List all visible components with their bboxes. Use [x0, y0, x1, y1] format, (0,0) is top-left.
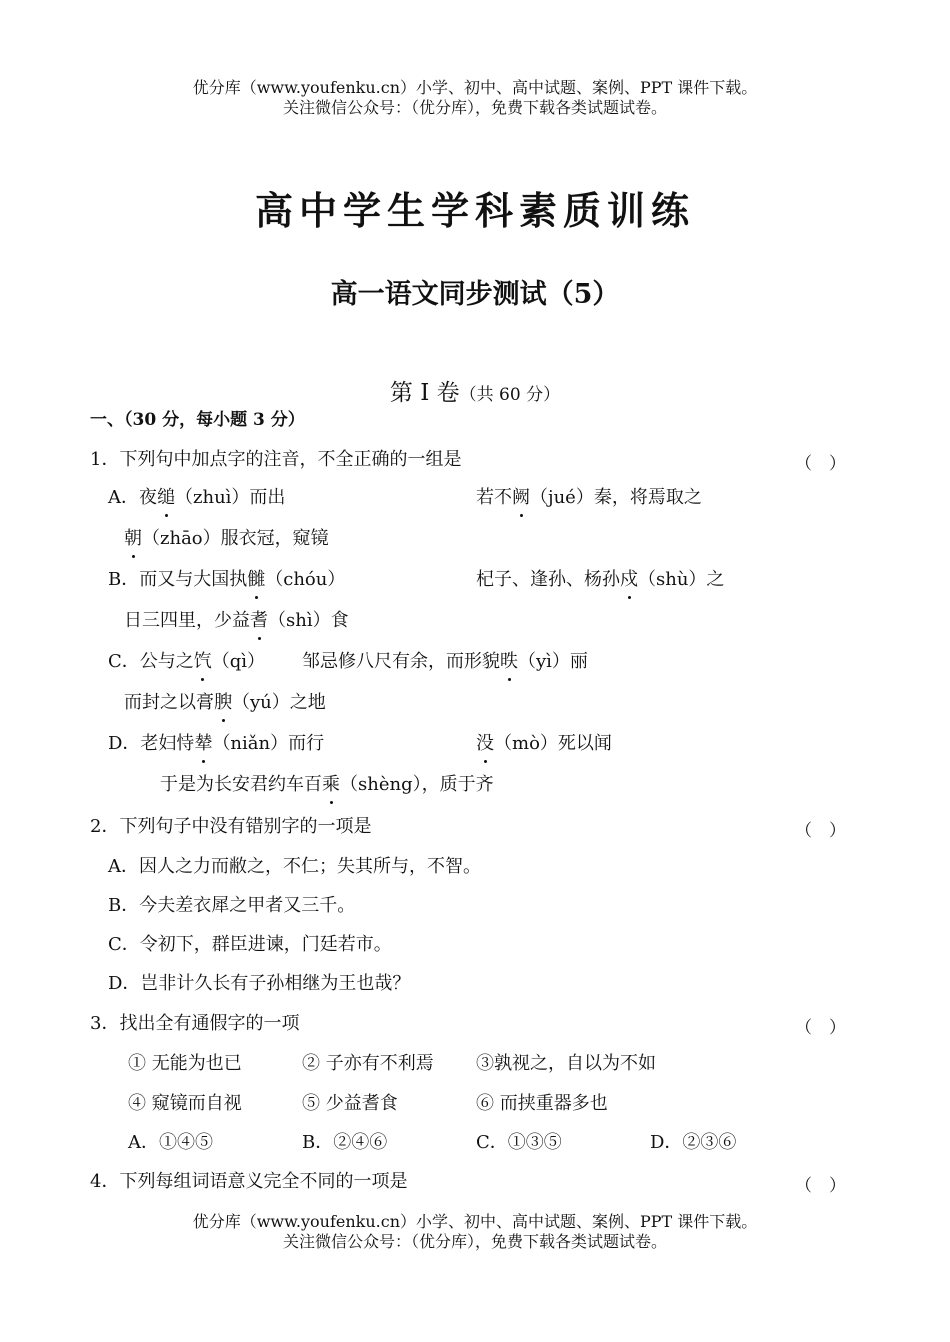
page-subtitle: 高一语文同步测试（5） — [330, 279, 620, 310]
question-1-answer-paren: （ ） — [795, 454, 846, 474]
site-banner-line-1: 优分库（www.youfenku.cn）小学、初中、高中试题、案例、PPT 课件下载。 — [192, 78, 758, 97]
q2-option-c: C．令初下，群臣进谏，门廷若市。 — [108, 934, 392, 955]
q1-option-c-part-2: 邹忌修八尺有余，而形貌昳（yì）丽 — [302, 651, 588, 672]
q3-item-6: ⑥ 而挟重器多也 — [476, 1093, 608, 1114]
q1-option-b-part-2: 杞子、逢孙、杨孙戍（shù）之 — [476, 569, 725, 590]
q3-option-b: B．②④⑥ — [302, 1132, 388, 1153]
q1-option-c-part-1: C．公与之饩（qì） — [108, 651, 266, 672]
q1-option-a-part-1: A．夜缒（zhuì）而出 — [108, 487, 286, 508]
volume-note: （共 60 分） — [459, 385, 561, 405]
q2-option-d: D．岂非计久长有子孙相继为王也哉？ — [108, 973, 411, 994]
question-3-stem: 3．找出全有通假字的一项 — [90, 1013, 300, 1034]
q2-option-a: A．因人之力而敝之，不仁；失其所与，不智。 — [108, 856, 481, 877]
question-1-stem: 1．下列句中加点字的注音，不全正确的一组是 — [90, 449, 462, 470]
q1-option-b-part-1: B．而又与大国执雠（chóu） — [108, 569, 346, 590]
volume-heading — [0, 374, 950, 407]
q3-option-a: A．①④⑤ — [128, 1132, 213, 1153]
question-4-answer-paren: （ ） — [795, 1176, 846, 1196]
page-title: 高中学生学科素质训练 — [254, 189, 695, 233]
site-footer-line-2: 关注微信公众号：（优分库），免费下载各类试题试卷。 — [282, 1232, 667, 1251]
volume-label: 第 I 卷 — [389, 380, 460, 406]
q1-option-a-part-3: 朝（zhāo）服衣冠，窥镜 — [124, 528, 329, 549]
q3-item-3: ③孰视之，自以为不如 — [476, 1053, 656, 1074]
q3-item-2: ② 子亦有不利焉 — [302, 1053, 434, 1074]
question-2-stem: 2．下列句子中没有错别字的一项是 — [90, 816, 372, 837]
q1-option-b-part-3: 日三四里，少益耆（shì）食 — [124, 610, 349, 631]
question-4-stem: 4．下列每组词语意义完全不同的一项是 — [90, 1171, 408, 1192]
q2-option-b: B．今夫差衣犀之甲者又三千。 — [108, 895, 356, 916]
section-heading: 一、（30 分，每小题 3 分） — [90, 410, 305, 430]
q1-option-d-part-2: 没（mò）死以闻 — [476, 733, 612, 754]
q3-item-1: ① 无能为也已 — [128, 1053, 242, 1074]
question-2-answer-paren: （ ） — [795, 821, 846, 841]
q3-item-4: ④ 窥镜而自视 — [128, 1093, 242, 1114]
site-footer-line-1: 优分库（www.youfenku.cn）小学、初中、高中试题、案例、PPT 课件下载。 — [192, 1212, 758, 1231]
q1-option-d-part-1: D．老妇恃辇（niǎn）而行 — [108, 733, 325, 754]
q1-option-c-part-3: 而封之以膏腴（yú）之地 — [124, 692, 326, 713]
question-3-answer-paren: （ ） — [795, 1018, 846, 1038]
q3-item-5: ⑤ 少益耆食 — [302, 1093, 398, 1114]
q1-option-a-part-2: 若不阙（jué）秦，将焉取之 — [476, 487, 702, 508]
q3-option-d: D．②③⑥ — [650, 1132, 737, 1153]
site-banner-line-2: 关注微信公众号：（优分库），免费下载各类试题试卷。 — [282, 98, 667, 117]
q3-option-c: C．①③⑤ — [476, 1132, 562, 1153]
q1-option-d-part-3: 于是为长安君约车百乘（shèng），质于齐 — [160, 774, 494, 795]
